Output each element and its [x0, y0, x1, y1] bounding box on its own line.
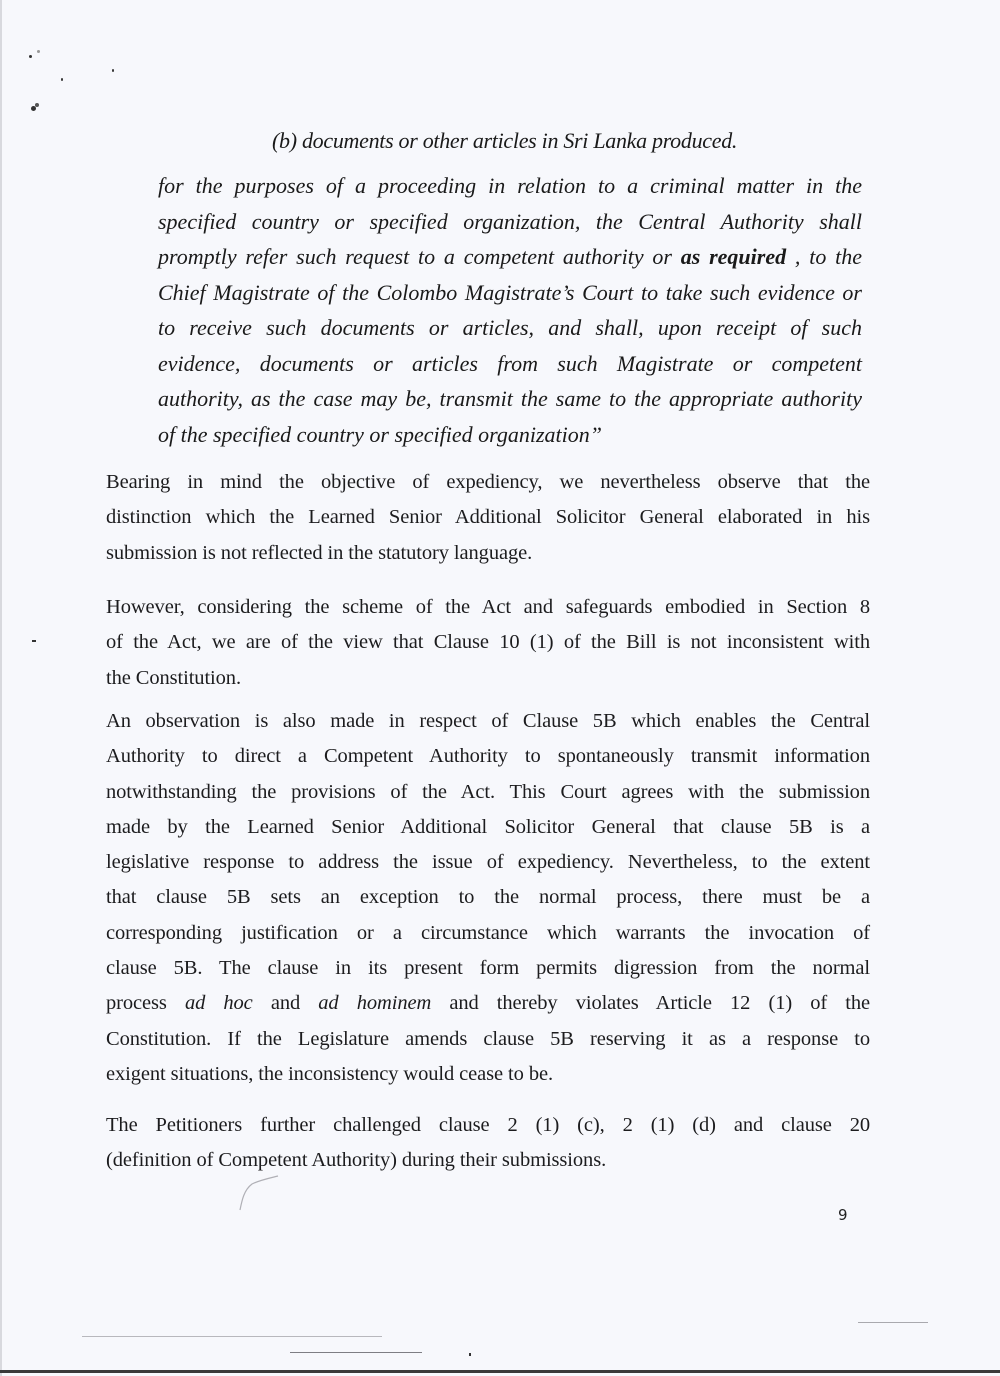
paragraph-line: Bearing in mind the objective of expediency, we nevertheless observe that the [106, 471, 870, 493]
paragraph-line: of the Act, we are of the view that Clause 10 (1) of the Bill is not inconsistent with [106, 631, 870, 654]
quote-line: Chief Magistrate of the Colombo Magistrate’s Court to take such evidence or [158, 279, 862, 305]
scan-line [290, 1352, 422, 1353]
scan-line [82, 1336, 382, 1337]
scan-bottom-edge [0, 1370, 1000, 1373]
quote-line: to receive such documents or articles, and shall, upon receipt of such [158, 315, 862, 340]
paragraph-petitioners-challenge [106, 1108, 870, 1179]
quoted-subclause-heading: (b) documents or other articles in Sri Lanka produced. [272, 128, 738, 153]
quote-text: promptly refer such request to a competent authority or [158, 244, 681, 269]
pen-mark [238, 1172, 280, 1212]
quote-text: , to the [786, 244, 862, 269]
emphasis-as-required: as required [680, 244, 787, 269]
paragraph-line: made by the Learned Senior Additional Solicitor General that clause 5B is a [106, 815, 870, 838]
paragraph-line: (definition of Competent Authority) during their submissions. [106, 1149, 607, 1172]
paragraph-line: exigent situations, the inconsistency would cease to be. [106, 1062, 554, 1085]
paragraph-clause-5b [106, 704, 870, 1092]
quoted-statute-block [158, 168, 862, 452]
paragraph-line: distinction which the Learned Senior Additional Solicitor General elaborated in his [106, 506, 870, 529]
paragraph-line: legislative response to address the issue of expediency. Nevertheless, to the extent [106, 851, 870, 874]
paragraph-line: the Constitution. [106, 666, 241, 689]
scan-speck [469, 1353, 471, 1356]
scan-speck [29, 55, 32, 58]
paragraph-text: and thereby violates Article 12 (1) of the [431, 992, 870, 1015]
quote-line [158, 239, 862, 275]
paragraph-expediency [106, 465, 870, 571]
quote-line: for the purposes of a proceeding in relation to a criminal matter in the [158, 173, 862, 198]
scan-speck [35, 103, 39, 107]
quote-line: specified country or specified organization, the Central Authority shall [158, 208, 862, 234]
paragraph-line: submission is not reflected in the statutory language. [106, 541, 533, 564]
paragraph-line: However, considering the scheme of the Act and safeguards embodied in Section 8 [106, 596, 870, 618]
scan-speck [37, 50, 40, 53]
paragraph-line: Authority to direct a Competent Authority to spontaneously transmit information [106, 745, 870, 768]
scan-speck [61, 78, 63, 81]
paragraph-line: Constitution. If the Legislature amends clause 5B reserving it as a response to [106, 1027, 870, 1050]
paragraph-line: An observation is also made in respect of Clause 5B which enables the Central [106, 710, 870, 732]
paragraph-line: The Petitioners further challenged clause 2 (1) (c), 2 (1) (d) and clause 20 [106, 1114, 870, 1136]
paragraph-line [106, 986, 870, 1021]
quote-line: evidence, documents or articles from such Magistrate or competent [158, 350, 862, 376]
paragraph-line: corresponding justification or a circumstance which warrants the invocation of [106, 921, 870, 944]
paragraph-line: notwithstanding the provisions of the Act. This Court agrees with the submission [106, 780, 870, 803]
quote-line: authority, as the case may be, transmit the same to the appropriate authority [158, 386, 862, 411]
paragraph-text: and [252, 992, 319, 1015]
scan-speck [32, 640, 36, 642]
scan-line [858, 1322, 928, 1323]
scan-left-edge [0, 0, 2, 1376]
quote-line: of the specified country or specified organization” [158, 421, 603, 447]
paragraph-text: process [106, 992, 185, 1015]
paragraph-clause-10 [106, 590, 870, 696]
page-number: 9 [838, 1206, 848, 1224]
scan-speck [112, 69, 114, 72]
paragraph-line: that clause 5B sets an exception to the normal process, there must be a [106, 886, 870, 909]
paragraph-line: clause 5B. The clause in its present form permits digression from the normal [106, 957, 870, 980]
latin-term-ad-hominem: ad hominem [318, 992, 432, 1015]
latin-term-ad-hoc: ad hoc [184, 992, 253, 1015]
